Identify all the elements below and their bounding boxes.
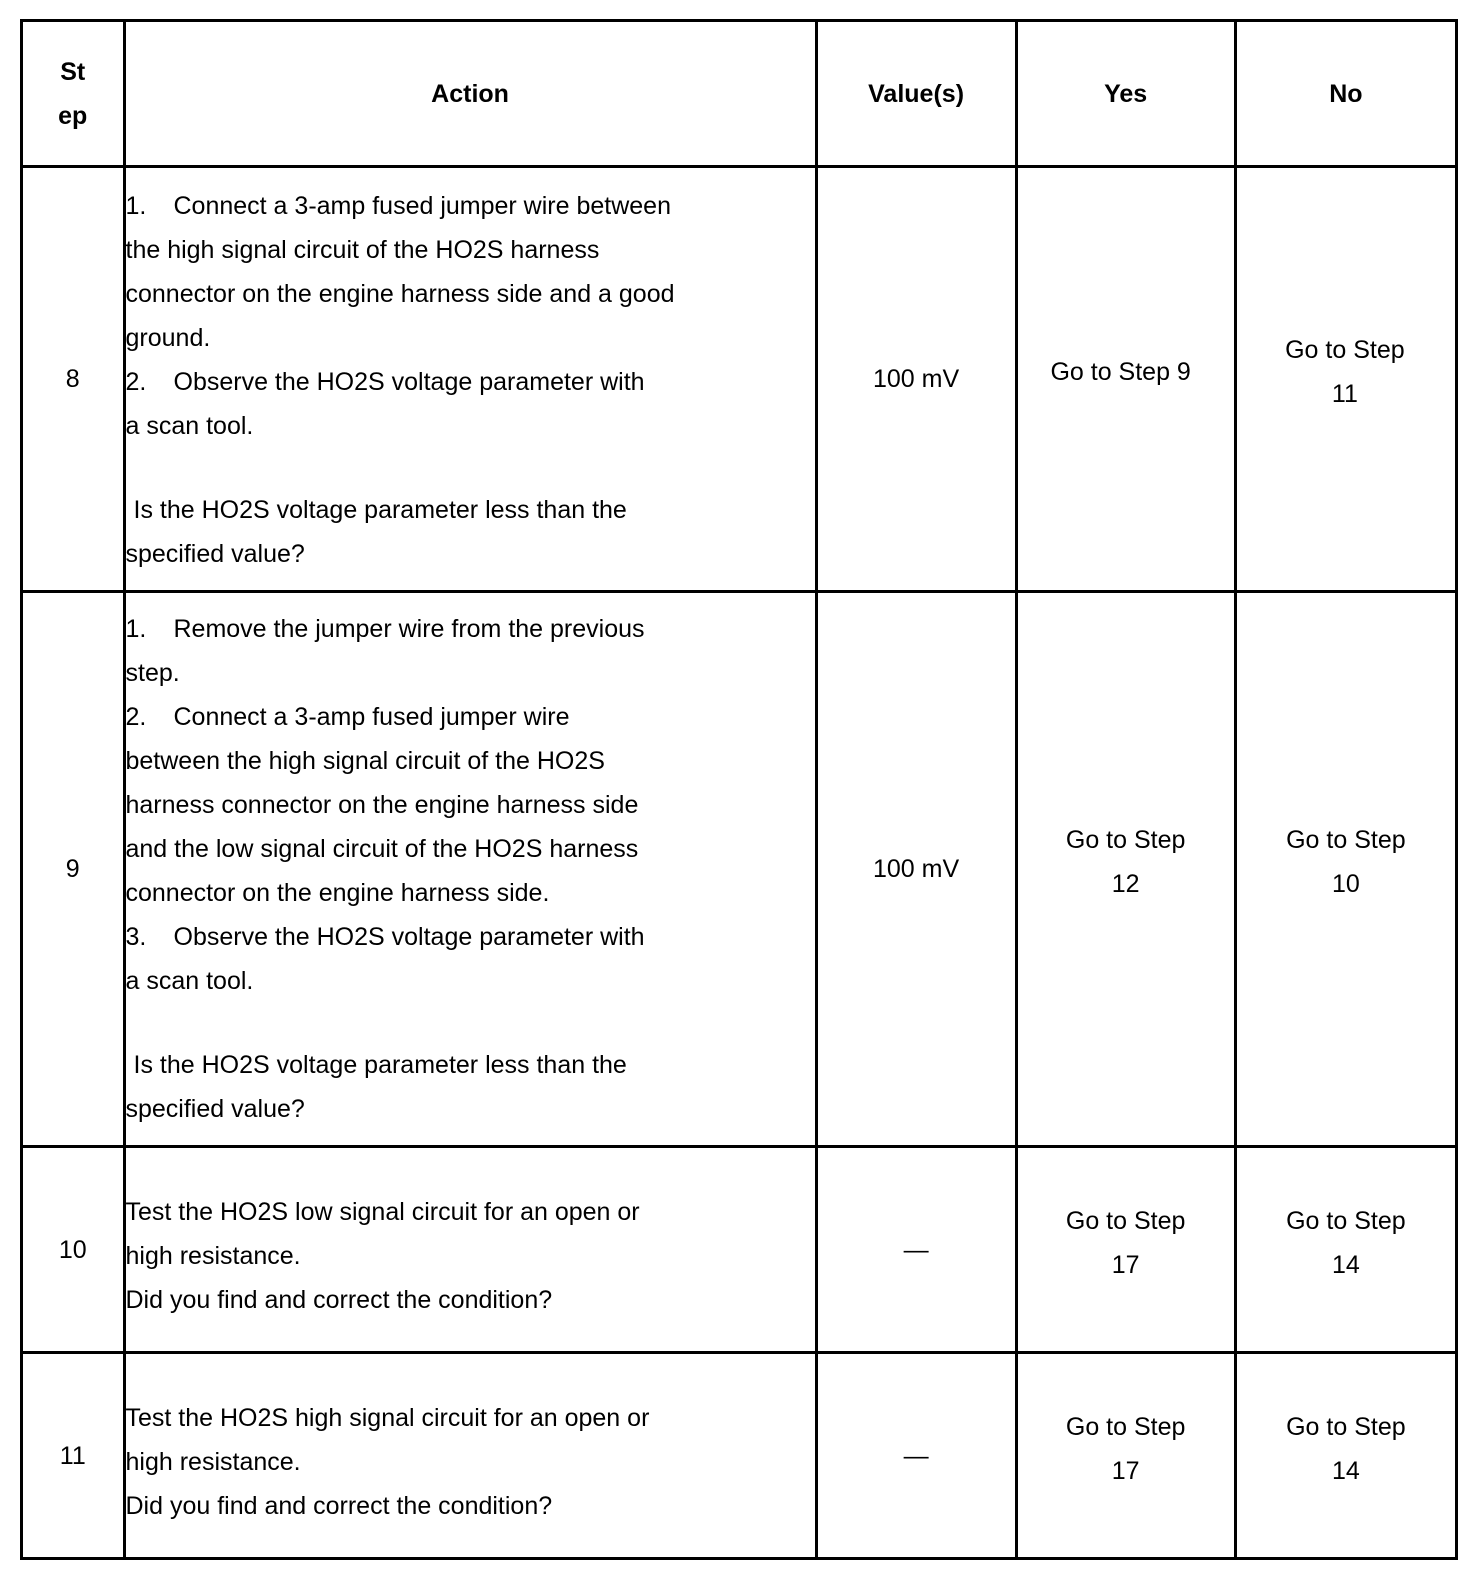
action-line: and the low signal circuit of the HO2S harness bbox=[125, 835, 639, 863]
yes-goto: Go to Step 9 bbox=[1050, 358, 1191, 386]
no-goto-label: Go to Step bbox=[1286, 826, 1406, 854]
question-line: Is the HO2S voltage parameter less than the bbox=[133, 496, 627, 524]
action-line: ground. bbox=[125, 324, 211, 352]
action-number: 2. bbox=[125, 703, 147, 731]
action-number: 1. bbox=[125, 192, 147, 220]
diagnostic-table bbox=[20, 19, 1458, 1560]
action-line: connector on the engine harness side. bbox=[125, 879, 550, 907]
no-goto-step: 14 bbox=[1331, 1250, 1360, 1279]
action-number: 3. bbox=[125, 923, 147, 951]
table-row bbox=[22, 592, 1457, 1147]
table-row bbox=[22, 1353, 1457, 1559]
no-goto-label: Go to Step bbox=[1286, 1412, 1406, 1441]
no-goto-step: 14 bbox=[1331, 1456, 1360, 1485]
table-row bbox=[22, 167, 1457, 592]
no-goto-label: Go to Step bbox=[1285, 336, 1405, 364]
yes-goto-label: Go to Step bbox=[1065, 1206, 1186, 1235]
action-line bbox=[126, 184, 815, 228]
yes-cell bbox=[1016, 592, 1235, 1147]
action-line: a scan tool. bbox=[125, 412, 254, 440]
no-cell bbox=[1235, 167, 1456, 592]
action-cell bbox=[124, 592, 816, 1147]
yes-cell bbox=[1016, 1147, 1235, 1353]
step-number: 11 bbox=[22, 1353, 125, 1559]
yes-goto-step: 12 bbox=[1111, 870, 1140, 898]
action-text: Remove the jumper wire from the previous bbox=[173, 615, 645, 643]
yes-goto-step: 17 bbox=[1111, 1250, 1140, 1279]
action-line: between the high signal circuit of the HO2S bbox=[125, 747, 605, 775]
action-text: Observe the HO2S voltage parameter with bbox=[173, 923, 645, 951]
action-cell bbox=[124, 167, 816, 592]
action-line: connector on the engine harness side and a good bbox=[125, 280, 675, 308]
value-cell: 100 mV bbox=[816, 592, 1016, 1147]
yes-cell bbox=[1016, 1353, 1235, 1559]
yes-goto-label: Go to Step bbox=[1065, 826, 1186, 854]
value-cell: 100 mV bbox=[816, 167, 1016, 592]
question-line: Did you find and correct the condition? bbox=[125, 1285, 553, 1314]
question-line: Did you find and correct the condition? bbox=[125, 1491, 553, 1520]
header-step-part-2: ep bbox=[58, 101, 88, 130]
header-values: Value(s) bbox=[816, 21, 1016, 167]
value-cell bbox=[816, 1147, 1016, 1353]
spacer bbox=[126, 448, 815, 488]
action-number: 2. bbox=[125, 368, 147, 396]
no-cell bbox=[1235, 1353, 1456, 1559]
no-cell bbox=[1235, 592, 1456, 1147]
header-step bbox=[22, 21, 125, 167]
yes-goto-step: 17 bbox=[1111, 1456, 1140, 1485]
action-text: Connect a 3-amp fused jumper wire between bbox=[173, 192, 671, 220]
header-action: Action bbox=[124, 21, 816, 167]
header-step-part-1: St bbox=[60, 57, 86, 86]
no-goto-label: Go to Step bbox=[1286, 1206, 1406, 1235]
header-no: No bbox=[1235, 21, 1456, 167]
action-line bbox=[126, 360, 815, 404]
action-line: Test the HO2S high signal circuit for an open or bbox=[125, 1403, 650, 1432]
step-number: 8 bbox=[22, 167, 125, 592]
header-row bbox=[22, 21, 1457, 167]
question-line: specified value? bbox=[125, 540, 305, 568]
action-line: the high signal circuit of the HO2S harness bbox=[125, 236, 600, 264]
action-line: a scan tool. bbox=[125, 967, 254, 995]
action-line: high resistance. bbox=[125, 1241, 301, 1270]
table-row bbox=[22, 1147, 1457, 1353]
spacer bbox=[126, 1003, 815, 1043]
value-cell bbox=[816, 1353, 1016, 1559]
action-text: Connect a 3-amp fused jumper wire bbox=[173, 703, 570, 731]
question-line: specified value? bbox=[125, 1095, 305, 1123]
action-line bbox=[126, 915, 815, 959]
header-yes: Yes bbox=[1016, 21, 1235, 167]
action-cell bbox=[124, 1147, 816, 1353]
action-line: Test the HO2S low signal circuit for an open or bbox=[125, 1197, 640, 1226]
action-line: high resistance. bbox=[125, 1447, 301, 1476]
action-line bbox=[126, 607, 815, 651]
step-number: 10 bbox=[22, 1147, 125, 1353]
value-dash: — bbox=[903, 1235, 929, 1264]
value-dash: — bbox=[903, 1441, 929, 1470]
action-line: step. bbox=[125, 659, 180, 687]
action-line: harness connector on the engine harness side bbox=[125, 791, 639, 819]
action-line bbox=[126, 695, 815, 739]
no-cell bbox=[1235, 1147, 1456, 1353]
step-number: 9 bbox=[22, 592, 125, 1147]
yes-goto-label: Go to Step bbox=[1065, 1412, 1186, 1441]
action-text: Observe the HO2S voltage parameter with bbox=[173, 368, 645, 396]
action-cell bbox=[124, 1353, 816, 1559]
no-goto-step: 10 bbox=[1331, 870, 1360, 898]
question-line: Is the HO2S voltage parameter less than the bbox=[133, 1051, 627, 1079]
action-number: 1. bbox=[125, 615, 147, 643]
yes-cell bbox=[1016, 167, 1235, 592]
no-goto-step: 11 bbox=[1331, 380, 1358, 408]
